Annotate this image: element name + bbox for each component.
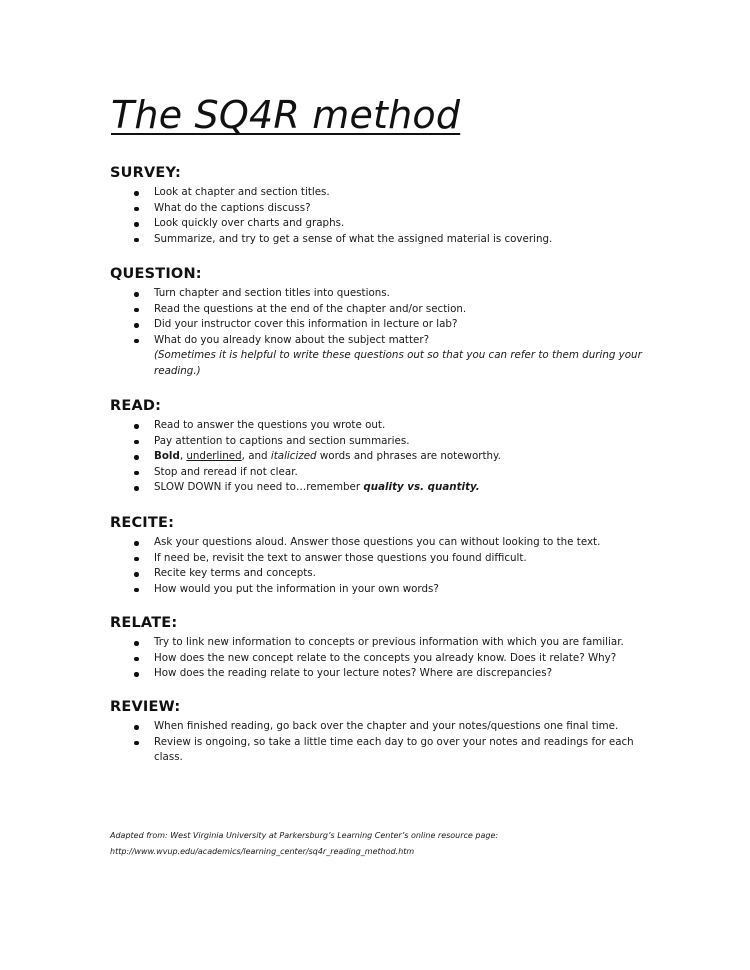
bullet-icon bbox=[134, 471, 139, 476]
list-item: Review is ongoing, so take a little time each day to go over your notes and readings for each class. bbox=[110, 735, 650, 766]
list-item: Look at chapter and section titles. bbox=[110, 185, 650, 201]
section-recite bbox=[110, 513, 650, 597]
list-item: When finished reading, go back over the chapter and your notes/questions one final time. bbox=[110, 719, 650, 735]
bullet-icon bbox=[134, 641, 139, 646]
list-item: Read to answer the questions you wrote out. bbox=[110, 418, 650, 434]
bullet-icon bbox=[134, 424, 139, 429]
question-note: (Sometimes it is helpful to write these questions out so that you can refer to them during your reading.) bbox=[154, 349, 642, 377]
bullet-list-read bbox=[110, 418, 650, 496]
list-item: If need be, revisit the text to answer those questions you found difficult. bbox=[110, 551, 650, 567]
list-item: Read the questions at the end of the chapter and/or section. bbox=[110, 302, 650, 318]
list-item: Look quickly over charts and graphs. bbox=[110, 216, 650, 232]
list-item: Ask your questions aloud. Answer those questions you can without looking to the text. bbox=[110, 535, 650, 551]
list-item: How would you put the information in your own words? bbox=[110, 582, 650, 598]
bullet-list-recite bbox=[110, 535, 650, 597]
underlined-word: underlined bbox=[186, 450, 242, 463]
section-heading-survey: SURVEY: bbox=[110, 165, 181, 181]
bullet-icon bbox=[134, 541, 139, 546]
bullet-icon bbox=[134, 323, 139, 328]
bullet-icon bbox=[134, 238, 139, 243]
bullet-icon bbox=[134, 191, 139, 196]
list-item: Did your instructor cover this information in lecture or lab? bbox=[110, 317, 650, 333]
citation-text: Adapted from: West Virginia University at Parkersburg’s Learning Center’s online resource page: bbox=[110, 831, 499, 840]
section-review bbox=[110, 697, 650, 766]
bullet-icon bbox=[134, 572, 139, 577]
bullet-list-review bbox=[110, 719, 650, 766]
bullet-icon bbox=[134, 222, 139, 227]
list-item: What do the captions discuss? bbox=[110, 201, 650, 217]
section-relate bbox=[110, 613, 650, 682]
bullet-icon bbox=[134, 339, 139, 344]
section-heading-relate: RELATE: bbox=[110, 615, 178, 631]
bullet-icon bbox=[134, 557, 139, 562]
bullet-icon bbox=[134, 207, 139, 212]
list-item: Turn chapter and section titles into questions. bbox=[110, 286, 650, 302]
bullet-list-survey bbox=[110, 185, 650, 247]
section-heading-read: READ: bbox=[110, 398, 162, 414]
bullet-icon bbox=[134, 588, 139, 593]
list-item: How does the new concept relate to the concepts you already know. Does it relate? Why? bbox=[110, 651, 650, 667]
list-item: Try to link new information to concepts or previous information with which you are familiar. bbox=[110, 635, 650, 651]
list-item: Stop and reread if not clear. bbox=[110, 465, 650, 481]
bullet-icon bbox=[134, 308, 139, 313]
list-item: What do you already know about the subject matter? (Sometimes it is helpful to write these questions out so that you can refer to them during your reading.) bbox=[110, 333, 650, 380]
bullet-icon bbox=[134, 486, 139, 491]
bullet-icon bbox=[134, 725, 139, 730]
list-item: Summarize, and try to get a sense of what the assigned material is covering. bbox=[110, 232, 650, 248]
section-heading-review: REVIEW: bbox=[110, 699, 181, 715]
bullet-list-relate bbox=[110, 635, 650, 682]
source-citation bbox=[110, 828, 670, 860]
list-item: How does the reading relate to your lecture notes? Where are discrepancies? bbox=[110, 666, 650, 682]
section-read bbox=[110, 396, 650, 496]
bullet-icon bbox=[134, 672, 139, 677]
bold-word: Bold bbox=[154, 450, 180, 463]
bullet-icon bbox=[134, 455, 139, 460]
citation-url: http://www.wvup.edu/academics/learning_center/sq4r_reading_method.htm bbox=[110, 847, 415, 856]
emphasis-text: quality vs. quantity. bbox=[363, 481, 480, 494]
bullet-list-question bbox=[110, 286, 650, 380]
page-title: The SQ4R method bbox=[111, 93, 461, 137]
section-question bbox=[110, 264, 650, 380]
section-heading-recite: RECITE: bbox=[110, 515, 175, 531]
list-item: Bold, underlined, and italicized words and phrases are noteworthy. bbox=[110, 449, 650, 465]
list-item: Pay attention to captions and section summaries. bbox=[110, 434, 650, 450]
italicized-word: italicized bbox=[270, 450, 317, 463]
section-heading-question: QUESTION: bbox=[110, 266, 202, 282]
section-survey bbox=[110, 163, 650, 247]
list-item: SLOW DOWN if you need to…remember quality vs. quantity. bbox=[110, 480, 650, 496]
list-item: Recite key terms and concepts. bbox=[110, 566, 650, 582]
bullet-icon bbox=[134, 741, 139, 746]
bullet-icon bbox=[134, 657, 139, 662]
bullet-icon bbox=[134, 440, 139, 445]
bullet-icon bbox=[134, 292, 139, 297]
